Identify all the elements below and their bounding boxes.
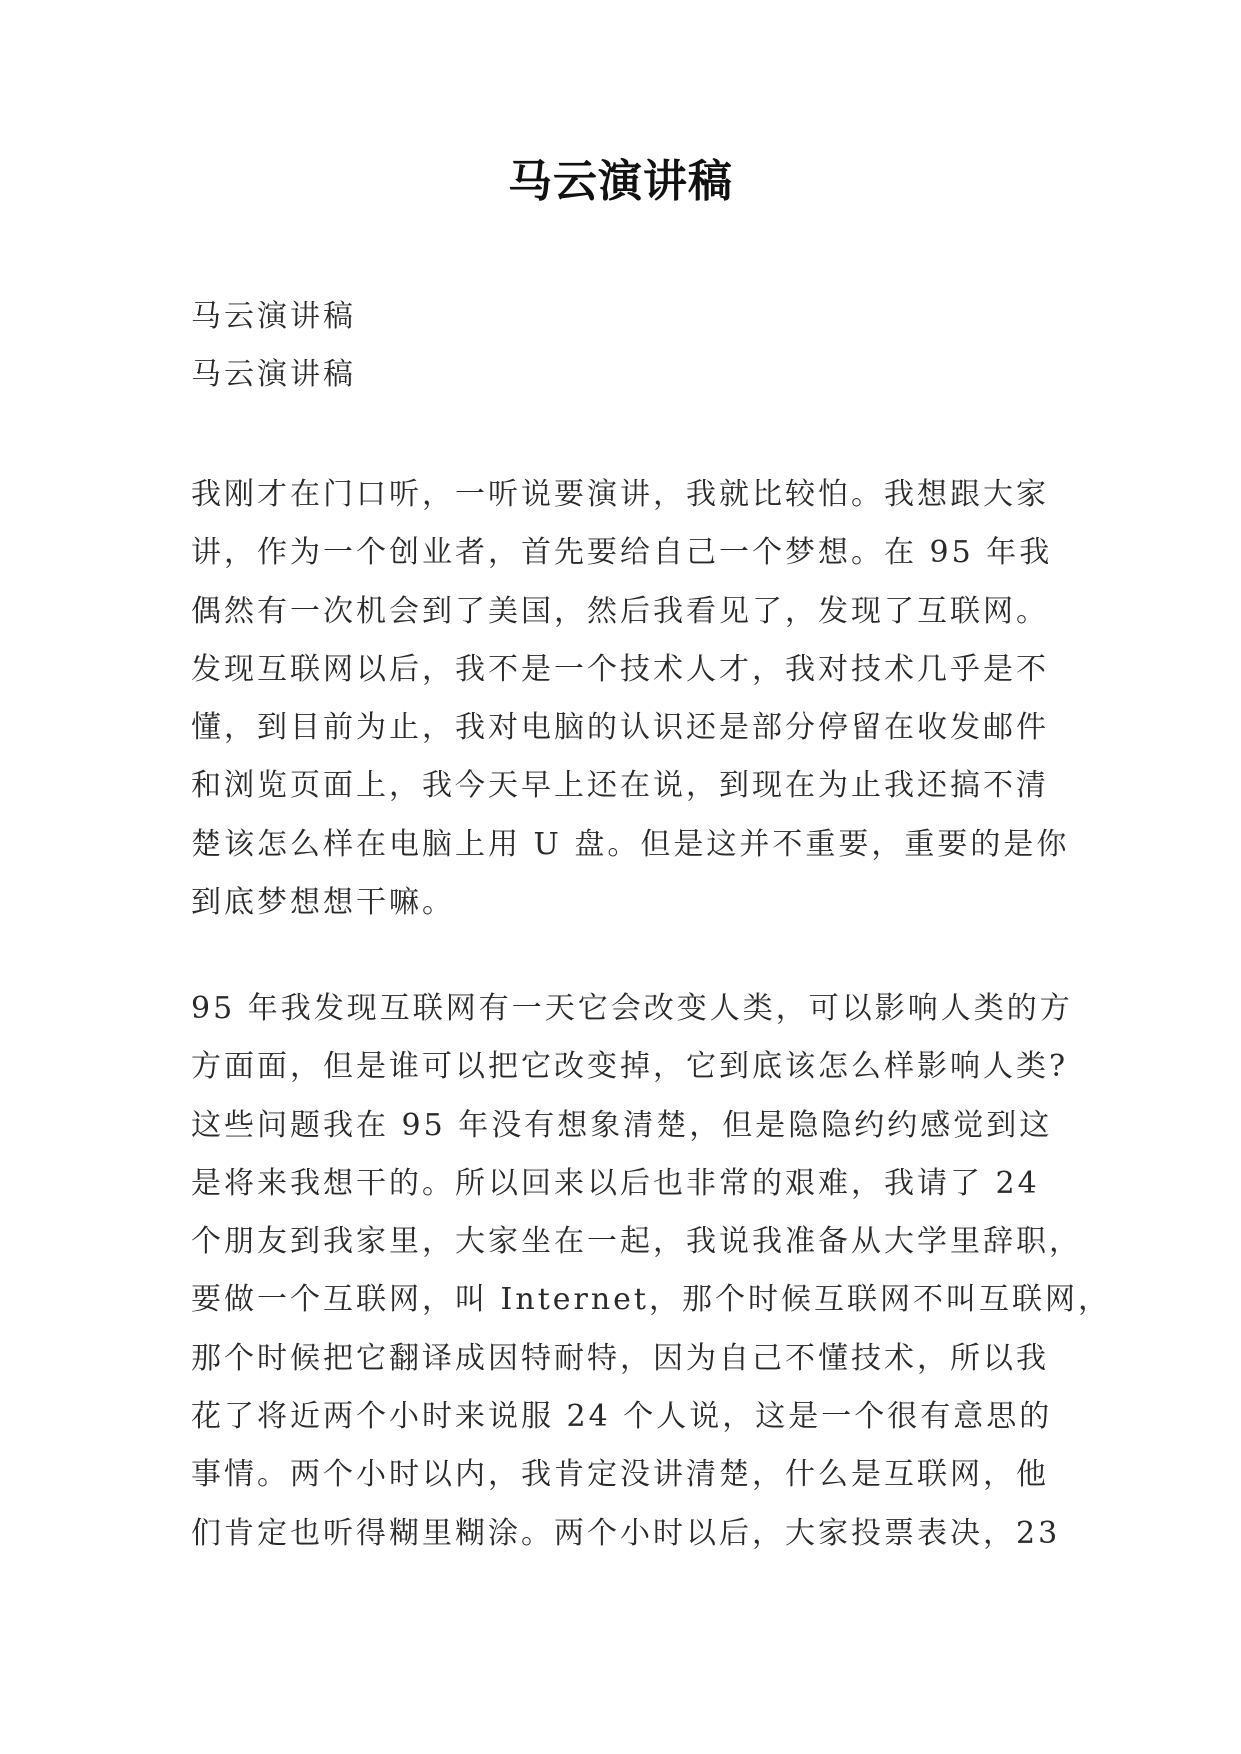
paragraph-line: 楚该怎么样在电脑上用 U 盘。但是这并不重要，重要的是你: [191, 826, 1070, 862]
paragraph-line: 这些问题我在 95 年没有想象清楚，但是隐隐约约感觉到这: [191, 1107, 1053, 1143]
paragraph-line: 花了将近两个小时来说服 24 个人说，这是一个很有意思的: [191, 1399, 1053, 1435]
paragraph-line: 要做一个互联网，叫 Internet，那个时候互联网不叫互联网，: [191, 1282, 1111, 1318]
subtitle-line: 马云演讲稿: [191, 299, 356, 334]
paragraph-line: 们肯定也听得糊里糊涂。两个小时以后，大家投票表决，23: [191, 1515, 1061, 1551]
paragraph-line: 到底梦想想干嘛。: [191, 885, 455, 921]
paragraph-line: 我刚才在门口听，一听说要演讲，我就比较怕。我想跟大家: [191, 477, 1049, 512]
paragraph-line: 那个时候把它翻译成因特耐特，因为自己不懂技术，所以我: [191, 1340, 1049, 1376]
subtitle-line: 马云演讲稿: [191, 357, 356, 392]
paragraph-line: 方面面，但是谁可以把它改变掉，它到底该怎么样影响人类?: [191, 1049, 1069, 1085]
paragraph-line: 懂，到目前为止，我对电脑的认识还是部分停留在收发邮件: [191, 710, 1049, 746]
page-title: 马云演讲稿: [508, 156, 733, 207]
paragraph-line: 个朋友到我家里，大家坐在一起，我说我准备从大学里辞职，: [191, 1224, 1082, 1260]
subtitle-block: [191, 288, 1051, 404]
paragraph-line: 讲，作为一个创业者，首先要给自己一个梦想。在 95 年我: [191, 535, 1053, 571]
paragraph-1: [191, 466, 1070, 932]
paragraph-line: 是将来我想干的。所以回来以后也非常的艰难，我请了 24: [191, 1165, 1040, 1201]
paragraph-line: 偶然有一次机会到了美国，然后我看见了，发现了互联网。: [191, 593, 1049, 629]
paragraph-2: [191, 980, 1111, 1563]
paragraph-line: 和浏览页面上，我今天早上还在说，到现在为止我还搞不清: [191, 768, 1049, 804]
paragraph-line: 发现互联网以后，我不是一个技术人才，我对技术几乎是不: [191, 651, 1049, 687]
paragraph-line: 事情。两个小时以内，我肯定没讲清楚，什么是互联网，他: [191, 1457, 1049, 1493]
paragraph-line: 95 年我发现互联网有一天它会改变人类，可以影响人类的方: [191, 991, 1073, 1026]
